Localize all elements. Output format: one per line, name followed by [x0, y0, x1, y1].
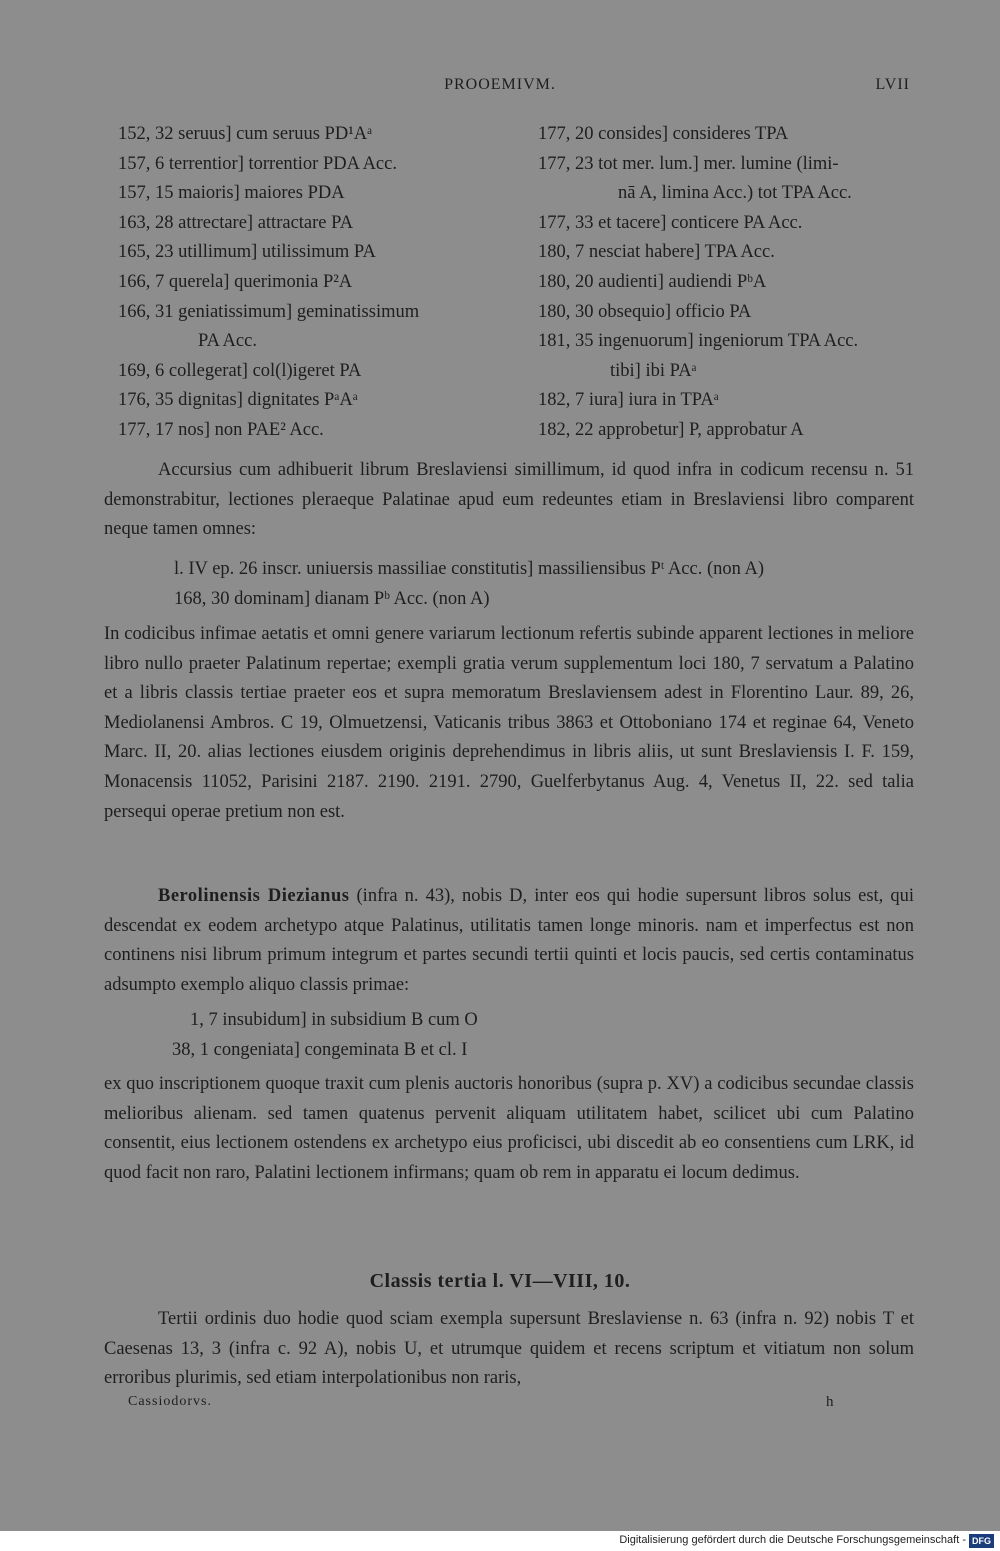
manuscript-name: Berolinensis Diezianus — [158, 886, 350, 906]
quoted-readings-1 — [174, 555, 914, 614]
quoted-reading: l. IV ep. 26 inscr. uniuersis massiliae constitutis] massiliensibus Pᵗ Acc. (non A) — [174, 559, 765, 579]
entry-continuation: nā A, limina Acc.) tot TPA Acc. — [618, 183, 852, 204]
entry: 157, 15 maioris] maiores PDA — [118, 183, 345, 204]
entry: 177, 17 nos] non PAE² Acc. — [118, 419, 324, 440]
entries-left-column — [118, 120, 518, 446]
entry: 169, 6 collegerat] col(l)igeret PA — [118, 360, 362, 381]
paragraph-tertia — [104, 1305, 914, 1394]
entry: 181, 35 ingenuorum] ingeniorum TPA Acc. — [538, 331, 859, 352]
entry: 177, 23 tot mer. lum.] mer. lumine (limi- — [538, 153, 839, 174]
section-title: Classis tertia l. VI—VIII, 10. — [369, 1270, 631, 1292]
entry: 180, 30 obsequio] officio PA — [538, 301, 752, 322]
entry: 177, 20 consides] consideres TPA — [538, 124, 789, 144]
paragraph-text: Tertii ordinis duo hodie quod sciam exempla supersunt Breslaviense n. 63 (infra n. 92) nobis T et Caesenas 13, 3 (infra c. 92 A), nobis U, et utrumque quidem et recens scriptum et vitiatum non solum erroribus plurimis, sed etiam interpolationibus non raris, — [104, 1309, 914, 1389]
paragraph-berolinensis — [104, 882, 914, 1000]
funding-banner — [0, 1531, 1000, 1551]
entry: 182, 7 iura] iura in TPAᵃ — [538, 390, 719, 411]
page-number: LVII — [875, 76, 910, 93]
running-header — [0, 76, 1000, 100]
entry: 180, 7 nesciat habere] TPA Acc. — [538, 242, 775, 263]
entry: 165, 23 utillimum] utilissimum PA — [118, 242, 376, 263]
running-title: PROOEMIVM. — [444, 76, 556, 93]
entry: 152, 32 seruus] cum seruus PD¹Aᵃ — [118, 124, 373, 144]
entry: 182, 22 approbetur] P, approbatur A — [538, 419, 804, 440]
signature-mark: Cassiodorvs. — [128, 1394, 212, 1409]
paragraph-codices — [104, 620, 914, 827]
quoted-reading: 1, 7 insubidum] in subsidium B cum O — [190, 1010, 478, 1030]
dfg-logo-icon[interactable]: DFG — [969, 1534, 994, 1548]
entry: 176, 35 dignitas] dignitates PᵃAᵃ — [118, 390, 358, 411]
entry-continuation: tibi] ibi PAᵃ — [610, 360, 697, 381]
paragraph-accursius — [104, 456, 914, 545]
entry: 166, 31 geniatissimum] geminatissimum — [118, 301, 420, 322]
paragraph-text: Accursius cum adhibuerit librum Breslaviensi simillimum, id quod infra in codicum recensu n. 51 demonstrabitur, lectiones pleraeque Palatinae apud eum redeuntes etiam in Breslaviensi libro comparent neque tamen omnes: — [104, 460, 914, 540]
entries-right-column — [538, 120, 918, 446]
entry-continuation: PA Acc. — [198, 331, 257, 352]
quoted-readings-2 — [172, 1006, 912, 1065]
funding-text: Digitalisierung gefördert durch die Deutsche Forschungsgemeinschaft - — [619, 1534, 966, 1546]
entry: 163, 28 attrectare] attractare PA — [118, 212, 354, 233]
quoted-reading: 168, 30 dominam] dianam Pᵇ Acc. (non A) — [174, 588, 490, 609]
paragraph-text: ex quo inscriptionem quoque traxit cum plenis auctoris honoribus (supra p. XV) a codicibus secundae classis melioribus alienam. sed tamen quatenus pervenit aliquam utilitatem habet, scilicet ubi cum Palatino consentit, eius lectionem ostendens ex archetypo eius proficisci, ubi discedit ab eo consentiens cum LRK, id quod facit non raro, Palatini lectionem infirmans; quam ob rem in apparatu ei locum dedimus. — [104, 1074, 914, 1183]
entry: 177, 33 et tacere] conticere PA Acc. — [538, 212, 803, 233]
signature-letter: h — [826, 1394, 834, 1410]
entry: 157, 6 terrentior] torrentior PDA Acc. — [118, 153, 397, 174]
paragraph-inscriptio — [104, 1070, 914, 1188]
entry: 166, 7 querela] querimonia P²A — [118, 271, 353, 292]
quoted-reading: 38, 1 congeniata] congeminata B et cl. I — [172, 1039, 468, 1060]
paragraph-text: In codicibus infimae aetatis et omni genere variarum lectionum refertis subinde apparent lectiones in meliore libro nullo praeter Palatinum repertae; exempli gratia verum supplementum loci 180, 7 servatum a Palatino et a libris classis tertiae praeter eos et supra memoratum Breslaviensem adest in Florentino Laur. 89, 26, Mediolanensi Ambros. C 19, Olmuetzensi, Vaticanis tribus 3863 et Ottoboniano 174 et reginae 64, Veneto Marc. II, 20. alias lectiones eiusdem originis deprehendimus in libris aliis, ut sunt Breslaviensis I. F. 159, Monacensis 11052, Parisini 2187. 2190. 2191. 2790, Guelferbytanus Aug. 4, Venetus II, 22. sed talia persequi operae pretium non est. — [104, 624, 914, 822]
paragraph-text: Berolinensis Diezianus (infra n. 43), nobis D, inter eos qui hodie supersunt libros solus est, qui descendat ex eodem archetypo atque Palatinus, utilitatis tamen longe minoris. nam et imperfectus est non continens nisi librum primum integrum et partes secundi tertii quinti et locis paucis, sed certis contaminatus adsumpto exemplo aliquo classis primae: — [104, 886, 915, 995]
entry: 180, 20 audienti] audiendi PᵇA — [538, 271, 767, 292]
